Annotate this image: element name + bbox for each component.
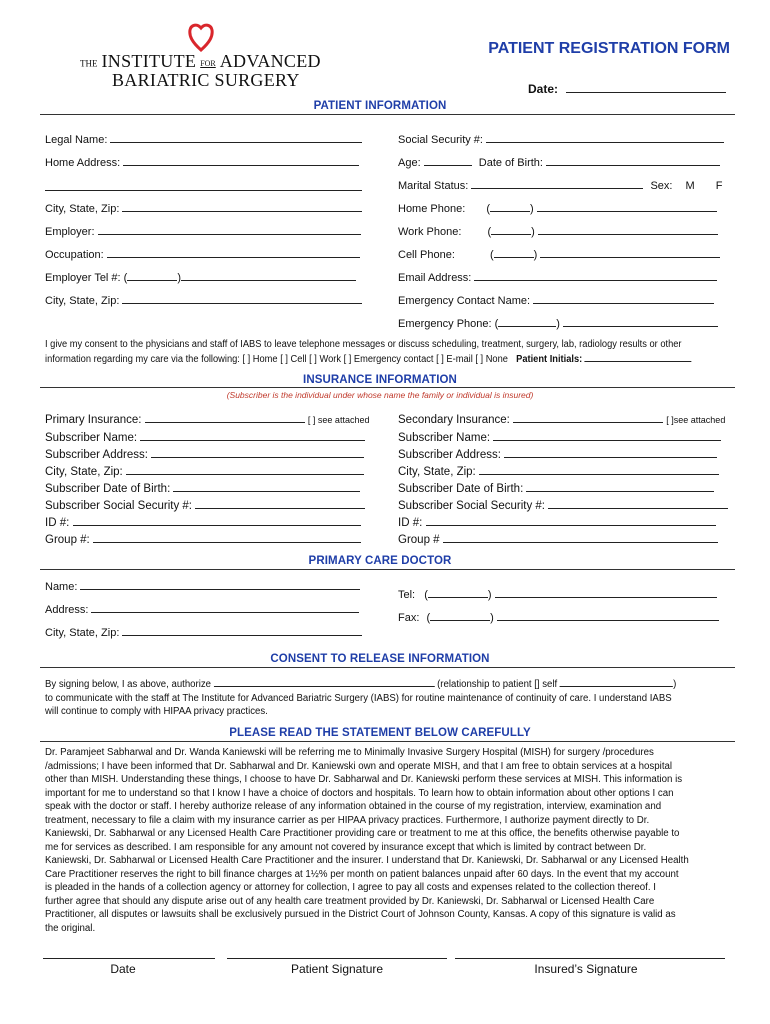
pcp-name-field[interactable] bbox=[80, 578, 360, 590]
employer-tel-area-field[interactable] bbox=[127, 269, 177, 281]
message-consent-line2-row bbox=[45, 351, 692, 366]
paren-close: ) bbox=[531, 226, 535, 238]
section-divider bbox=[40, 114, 735, 115]
sec-id-row bbox=[398, 514, 716, 530]
employer-row bbox=[45, 223, 361, 239]
release-line1-b: (relationship to patient [] self bbox=[437, 679, 558, 690]
section-divider bbox=[40, 667, 735, 668]
primary-care-heading: PRIMARY CARE DOCTOR bbox=[308, 555, 452, 567]
heart-logo-icon bbox=[188, 22, 214, 52]
cell-phone-row bbox=[398, 246, 720, 262]
id-row bbox=[45, 514, 361, 530]
home-phone-row bbox=[398, 200, 717, 216]
paren-close: ) bbox=[490, 612, 494, 624]
sub-ssn-field[interactable] bbox=[195, 497, 365, 509]
statement-line: Practitioner, all disputes or lawsuits shall be exclusively pursued in the District Court of Johnson County, Kansas. A copy of this signature is valid as bbox=[45, 909, 676, 920]
form-title: PATIENT REGISTRATION FORM bbox=[488, 40, 730, 57]
group-field[interactable] bbox=[93, 531, 361, 543]
paren-close: ) bbox=[530, 203, 534, 215]
statement-line: Kaniewski, Dr. Sabharwal or Licensed Health Care Practitioner and the insurer. I understand that Dr. Kaniewski, Dr. Sabharwal or any Licensed Health bbox=[45, 855, 689, 866]
legal-name-field[interactable] bbox=[110, 131, 362, 143]
sub-address-field[interactable] bbox=[151, 446, 364, 458]
release-text bbox=[45, 676, 676, 719]
sub-name-row bbox=[45, 429, 365, 445]
city-state-zip2-label: City, State, Zip: bbox=[45, 295, 120, 307]
age-field[interactable] bbox=[424, 154, 472, 166]
sub-city-field[interactable] bbox=[126, 463, 364, 475]
statement-body bbox=[45, 746, 689, 935]
paren-open: ( bbox=[426, 612, 431, 624]
home-address-line2 bbox=[45, 178, 362, 196]
date-signature-label: Date bbox=[110, 962, 136, 976]
cell-phone-area-field[interactable] bbox=[494, 246, 534, 258]
occupation-field[interactable] bbox=[107, 246, 360, 258]
sec-sub-name-field[interactable] bbox=[493, 429, 721, 441]
sex-label: Sex: bbox=[650, 180, 673, 192]
pcp-fax-field[interactable] bbox=[497, 609, 719, 621]
message-consent bbox=[45, 338, 692, 366]
marital-row bbox=[398, 177, 722, 193]
sec-sub-ssn-field[interactable] bbox=[548, 497, 728, 509]
emergency-phone-label: Emergency Phone: bbox=[398, 318, 492, 330]
emergency-phone-area-field[interactable] bbox=[498, 315, 556, 327]
primary-see-attached-checkbox[interactable]: [ ] see attached bbox=[307, 415, 370, 425]
work-phone-row bbox=[398, 223, 718, 239]
sec-id-label: ID #: bbox=[398, 517, 423, 529]
statement-line: important for me to understand so that I know I have a choice of doctors and hospitals. To learn how to obtain information about other options I can bbox=[45, 787, 674, 799]
sec-city-label: City, State, Zip: bbox=[398, 466, 476, 478]
sec-sub-ssn-row bbox=[398, 497, 728, 513]
date-row bbox=[528, 80, 726, 98]
sec-sub-address-row bbox=[398, 446, 717, 462]
age-dob-row bbox=[398, 154, 720, 170]
pcp-name-label: Name: bbox=[45, 581, 78, 593]
sec-city-field[interactable] bbox=[479, 463, 719, 475]
home-phone-field[interactable] bbox=[537, 200, 717, 212]
employer-field[interactable] bbox=[98, 223, 361, 235]
home-address-field-2[interactable] bbox=[45, 179, 362, 191]
pcp-fax-area-field[interactable] bbox=[430, 609, 490, 621]
cell-phone-field[interactable] bbox=[540, 246, 720, 258]
employer-tel-field[interactable] bbox=[181, 269, 356, 281]
statement-line: Kaniewski, Dr. Sabharwal or any Licensed Health Care Practitioner providing care or treatment to me at this office, the benefits otherwise payable to bbox=[45, 828, 680, 839]
age-label: Age: bbox=[398, 157, 421, 169]
sec-sub-dob-field[interactable] bbox=[526, 480, 714, 492]
logo-institute: INSTITUTE bbox=[101, 51, 197, 71]
sex-f-option[interactable]: F bbox=[715, 180, 723, 192]
pcp-city-row bbox=[45, 624, 362, 640]
statement-line: me for services as described. I am responsible for any amount not covered by insurance except that which is limited by contract between Dr. bbox=[45, 841, 647, 853]
release-line3: will continue to comply with HIPAA privacy practices. bbox=[45, 706, 268, 717]
email-row bbox=[398, 269, 717, 285]
home-phone-label: Home Phone: bbox=[398, 203, 466, 215]
city-state-zip-label: City, State, Zip: bbox=[45, 203, 120, 215]
release-line1-a: By signing below, I as above, authorize bbox=[45, 679, 211, 690]
logo-for: FOR bbox=[200, 58, 216, 68]
group-row bbox=[45, 531, 361, 547]
secondary-see-attached-checkbox[interactable]: [ ]see attached bbox=[666, 415, 726, 425]
sec-group-field[interactable] bbox=[443, 531, 718, 543]
ssn-row bbox=[398, 131, 724, 147]
work-phone-label: Work Phone: bbox=[398, 226, 462, 238]
sec-sub-ssn-label: Subscriber Social Security #: bbox=[398, 500, 546, 512]
consent-heading: CONSENT TO RELEASE INFORMATION bbox=[270, 653, 490, 665]
date-field[interactable] bbox=[566, 81, 726, 93]
ssn-label: Social Security #: bbox=[398, 134, 483, 146]
sec-id-field[interactable] bbox=[426, 514, 716, 526]
pcp-address-row bbox=[45, 601, 359, 617]
statement-heading: PLEASE READ THE STATEMENT BELOW CAREFULLY bbox=[229, 727, 531, 739]
patient-initials-label: Patient Initials: bbox=[516, 354, 583, 365]
pcp-city-label: City, State, Zip: bbox=[45, 627, 120, 639]
paren-close: ) bbox=[556, 318, 560, 330]
message-consent-line1: I give my consent to the physicians and staff of IABS to leave telephone messages or discuss scheduling, treatment, surgery, lab, radiology results or other bbox=[45, 339, 682, 350]
release-line2: to communicate with the staff at The Institute for Advanced Bariatric Surgery (IABS) for routine maintenance of continuity of care. I understand IABS bbox=[45, 692, 672, 704]
sub-name-label: Subscriber Name: bbox=[45, 432, 138, 444]
authorized-person-field[interactable] bbox=[214, 676, 435, 687]
sec-sub-name-label: Subscriber Name: bbox=[398, 432, 491, 444]
emergency-contact-field[interactable] bbox=[533, 292, 714, 304]
secondary-insurance-field[interactable] bbox=[513, 411, 663, 423]
sub-address-label: Subscriber Address: bbox=[45, 449, 148, 461]
insured-signature-line[interactable] bbox=[455, 958, 725, 959]
legal-name-row bbox=[45, 131, 362, 147]
paren-close: ) bbox=[533, 249, 538, 261]
dob-label: Date of Birth: bbox=[478, 157, 543, 169]
pcp-fax-label: Fax: bbox=[398, 612, 420, 624]
pcp-address-field[interactable] bbox=[91, 601, 359, 613]
home-address-row bbox=[45, 154, 359, 170]
secondary-insurance-label: Secondary Insurance: bbox=[398, 414, 510, 426]
secondary-insurance-row bbox=[398, 411, 725, 427]
insured-signature-label: Insured’s Signature bbox=[534, 962, 638, 976]
email-label: Email Address: bbox=[398, 272, 472, 284]
marital-label: Marital Status: bbox=[398, 180, 469, 192]
id-field[interactable] bbox=[73, 514, 361, 526]
sub-ssn-label: Subscriber Social Security #: bbox=[45, 500, 193, 512]
sub-dob-label: Subscriber Date of Birth: bbox=[45, 483, 171, 495]
emergency-phone-row bbox=[398, 315, 718, 331]
statement-line: /admissions; I have been informed that Dr. Sabharwal and Dr. Kaniewski own and operate MISH, and that I am free to obtain services at a hospital bbox=[45, 760, 673, 772]
insurance-note: (Subscriber is the individual under whose name the family or individual is insured) bbox=[226, 390, 534, 400]
sec-sub-dob-row bbox=[398, 480, 714, 496]
email-field[interactable] bbox=[474, 269, 717, 281]
primary-insurance-label: Primary Insurance: bbox=[45, 414, 142, 426]
occupation-label: Occupation: bbox=[45, 249, 104, 261]
statement-line: speak with the doctor or staff. I hereby authorize release of any information obtained in the course of my registration, interview, examination and bbox=[45, 801, 662, 812]
statement-line: other than MISH. Understanding these things, I choose to have Dr. Sabharwal and Dr. Kaniewski perform these services at MISH. This information is bbox=[45, 774, 683, 785]
legal-name-label: Legal Name: bbox=[45, 134, 108, 146]
group-label: Group #: bbox=[45, 534, 90, 546]
sec-sub-address-field[interactable] bbox=[504, 446, 717, 458]
message-consent-line2: information regarding my care via the following: [ ] Home [ ] Cell [ ] Work [ ] Emergency contact [ ] E-mail [ ] None bbox=[45, 354, 508, 365]
statement-line: further agree that should any dispute arise out of any health care treatment provided by Dr. Kaniewski, Dr. Sabharwal or Licensed Health Care bbox=[45, 895, 655, 907]
sub-name-field[interactable] bbox=[140, 429, 365, 441]
patient-signature-label: Patient Signature bbox=[290, 962, 384, 976]
city-state-zip-row bbox=[45, 200, 362, 216]
primary-insurance-row bbox=[45, 411, 369, 427]
sec-sub-address-label: Subscriber Address: bbox=[398, 449, 501, 461]
employer-label: Employer: bbox=[45, 226, 95, 238]
occupation-row bbox=[45, 246, 360, 262]
sub-city-row bbox=[45, 463, 364, 479]
sub-dob-field[interactable] bbox=[173, 480, 360, 492]
work-phone-area-field[interactable] bbox=[491, 223, 531, 235]
patient-signature-line[interactable] bbox=[227, 958, 447, 959]
sub-dob-row bbox=[45, 480, 360, 496]
paren-open: ( bbox=[123, 272, 128, 284]
paren-open: ( bbox=[487, 226, 492, 238]
patient-info-heading: PATIENT INFORMATION bbox=[313, 100, 447, 112]
date-label: Date: bbox=[528, 82, 559, 96]
pcp-tel-row bbox=[398, 586, 717, 602]
sub-city-label: City, State, Zip: bbox=[45, 466, 123, 478]
emergency-contact-row bbox=[398, 292, 714, 308]
marital-field[interactable] bbox=[471, 177, 643, 189]
sub-ssn-row bbox=[45, 497, 365, 513]
paren-open: ( bbox=[486, 203, 490, 215]
logo bbox=[80, 22, 321, 92]
logo-advanced: ADVANCED bbox=[219, 51, 321, 71]
release-line1-c: ) bbox=[673, 679, 677, 690]
pcp-fax-row bbox=[398, 609, 719, 625]
primary-insurance-field[interactable] bbox=[145, 411, 305, 423]
paren-close: ) bbox=[177, 272, 182, 284]
sec-sub-dob-label: Subscriber Date of Birth: bbox=[398, 483, 524, 495]
id-label: ID #: bbox=[45, 517, 70, 529]
employer-tel-label: Employer Tel #: bbox=[45, 272, 121, 284]
emergency-contact-label: Emergency Contact Name: bbox=[398, 295, 531, 307]
paren-open: ( bbox=[424, 589, 428, 601]
paren-open: ( bbox=[494, 318, 499, 330]
paren-close: ) bbox=[487, 589, 492, 601]
home-phone-area-field[interactable] bbox=[490, 200, 530, 212]
sec-sub-name-row bbox=[398, 429, 721, 445]
city-state-zip2-field[interactable] bbox=[122, 292, 362, 304]
pcp-name-row bbox=[45, 578, 360, 594]
release-line1 bbox=[45, 676, 676, 692]
sex-m-option[interactable]: M bbox=[685, 180, 695, 192]
cell-phone-label: Cell Phone: bbox=[398, 249, 455, 261]
logo-the: THE bbox=[80, 58, 98, 69]
pcp-tel-field[interactable] bbox=[495, 586, 717, 598]
statement-line: the original. bbox=[45, 922, 96, 934]
work-phone-field[interactable] bbox=[538, 223, 718, 235]
home-address-field[interactable] bbox=[123, 154, 359, 166]
logo-line2: BARIATRIC SURGERY bbox=[112, 70, 300, 90]
paren-open: ( bbox=[489, 249, 494, 261]
employer-tel-row bbox=[45, 269, 356, 285]
section-divider bbox=[40, 741, 735, 742]
section-divider bbox=[40, 387, 735, 388]
pcp-address-label: Address: bbox=[45, 604, 89, 616]
ssn-field[interactable] bbox=[486, 131, 724, 143]
patient-initials-field[interactable] bbox=[585, 351, 692, 362]
statement-line: Dr. Paramjeet Sabharwal and Dr. Wanda Kaniewski will be referring me to Minimally Invasive Surgery Hospital (MISH) for surgery /procedures bbox=[45, 747, 654, 758]
sub-address-row bbox=[45, 446, 364, 462]
statement-line: is pleaded in the hands of a collection agency or attorney for collection, I agree to pay all costs and expenses related to the collection thereof. I bbox=[45, 882, 656, 893]
pcp-city-field[interactable] bbox=[122, 624, 362, 636]
home-address-label: Home Address: bbox=[45, 157, 121, 169]
sec-group-label: Group # bbox=[398, 534, 440, 546]
section-divider bbox=[40, 569, 735, 570]
date-signature-line[interactable] bbox=[43, 958, 215, 959]
sec-group-row bbox=[398, 531, 718, 547]
statement-line: treatment, necessary to file a claim with my insurance carrier as per HIPAA privacy practices. Furthermore, I authorize payment directly to Dr. bbox=[45, 814, 650, 826]
pcp-tel-area-field[interactable] bbox=[428, 586, 488, 598]
dob-field[interactable] bbox=[546, 154, 720, 166]
pcp-tel-label: Tel: bbox=[398, 589, 416, 601]
emergency-phone-field[interactable] bbox=[563, 315, 718, 327]
insurance-info-heading: INSURANCE INFORMATION bbox=[303, 374, 457, 386]
city-state-zip2-row bbox=[45, 292, 362, 308]
statement-line: Care Practitioner reserves the right to bill finance charges at 1½% per month on patient balances unpaid after 60 days. In the event that my account bbox=[45, 868, 679, 880]
sec-city-row bbox=[398, 463, 719, 479]
relationship-field[interactable] bbox=[560, 676, 673, 687]
city-state-zip-field[interactable] bbox=[122, 200, 362, 212]
